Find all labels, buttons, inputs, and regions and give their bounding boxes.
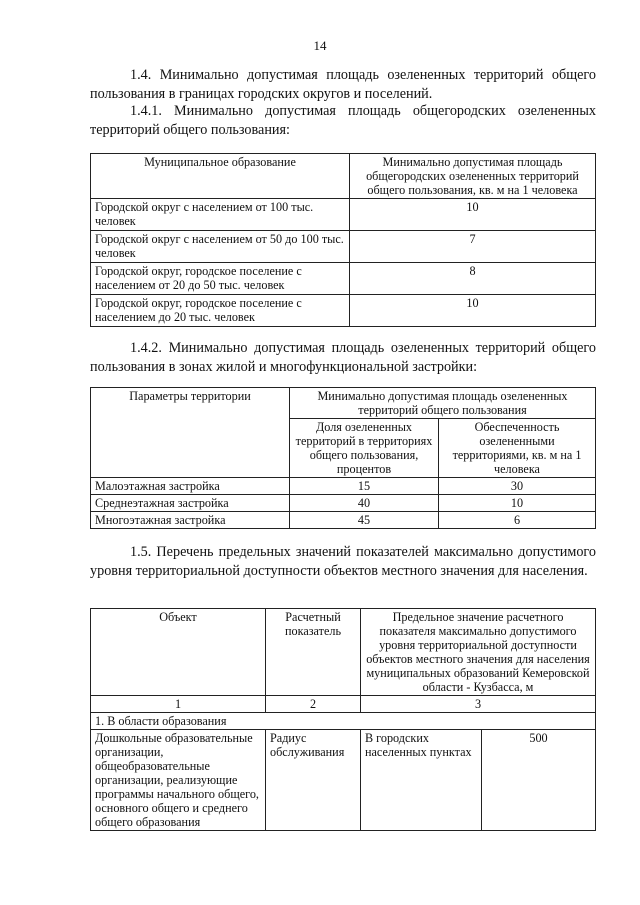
section-1-5-text: 1.5. Перечень предельных значений показателей максимально допустимого уровня территориальной доступности объектов местного значения для населения. (90, 544, 596, 579)
table-cell: 10 (350, 199, 596, 231)
column-header: Объект (91, 609, 266, 696)
table-cell: Малоэтажная застройка (91, 478, 290, 495)
section-label: 1. В области образования (91, 713, 596, 730)
table-cell: Городской округ с населением от 100 тыс. человек (91, 199, 350, 231)
place-cell: В городских населенных пунктах (361, 730, 482, 831)
table-cell: 7 (350, 231, 596, 263)
table-header-row (91, 388, 596, 419)
table-cell: Среднеэтажная застройка (91, 495, 290, 512)
table-header-row (91, 609, 596, 696)
green-areas-zones-table (90, 387, 596, 529)
column-header: Обеспеченность озелененными территориями, кв. м на 1 человека (439, 419, 596, 478)
accessibility-table (90, 608, 596, 831)
table-row (91, 199, 596, 231)
section-1-4-1-heading (90, 102, 596, 139)
table-cell: 40 (290, 495, 439, 512)
column-number-row (91, 696, 596, 713)
table-row (91, 495, 596, 512)
table-row (91, 263, 596, 295)
green-areas-city-table (90, 153, 596, 327)
column-header: Параметры территории (91, 388, 290, 478)
column-header: Доля озелененных территорий в территориях общего пользования, процентов (290, 419, 439, 478)
column-number: 1 (91, 696, 266, 713)
column-number: 2 (266, 696, 361, 713)
table-row (91, 730, 596, 831)
page-number: 14 (313, 38, 327, 53)
column-header: Предельное значение расчетного показателя максимально допустимого уровня территориальной доступности объектов местного значения для населения муниципальных образований Кемеровской области - Кузбасса, м (361, 609, 596, 696)
section-1-4-2-text: 1.4.2. Минимально допустимая площадь озелененных территорий общего пользования в зонах жилой и многофункциональной застройки: (90, 340, 596, 375)
object-cell: Дошкольные образовательные организации, общеобразовательные организации, реализующие программы начального общего, основного общего и среднего общего образования (91, 730, 266, 831)
table-row (91, 478, 596, 495)
table-cell: 45 (290, 512, 439, 529)
section-1-4-text: 1.4. Минимально допустимая площадь озелененных территорий общего пользования в границах городских округов и поселений. (90, 67, 596, 102)
table-row (91, 512, 596, 529)
column-header: Муниципальное образование (91, 154, 350, 199)
section-row (91, 713, 596, 730)
table-cell: 6 (439, 512, 596, 529)
table-cell: 10 (350, 295, 596, 327)
table-header-row (91, 154, 596, 199)
table-cell: Городской округ с населением от 50 до 100 тыс. человек (91, 231, 350, 263)
column-header: Минимально допустимая площадь общегородских озелененных территорий общего пользования, кв. м на 1 человека (350, 154, 596, 199)
table-cell: 30 (439, 478, 596, 495)
table-cell: 15 (290, 478, 439, 495)
table-cell: Городской округ, городское поселение с населением до 20 тыс. человек (91, 295, 350, 327)
value-cell: 500 (482, 730, 596, 831)
column-header-group: Минимально допустимая площадь озелененных территорий общего пользования (290, 388, 596, 419)
section-1-5-heading (90, 543, 596, 580)
section-1-4-heading (90, 66, 596, 103)
table-cell: 10 (439, 495, 596, 512)
indicator-cell: Радиус обслуживания (266, 730, 361, 831)
column-header: Расчетный показатель (266, 609, 361, 696)
table-row (91, 295, 596, 327)
table-cell: 8 (350, 263, 596, 295)
column-number: 3 (361, 696, 596, 713)
table-cell: Многоэтажная застройка (91, 512, 290, 529)
section-1-4-2-heading (90, 339, 596, 376)
table-cell: Городской округ, городское поселение с населением от 20 до 50 тыс. человек (91, 263, 350, 295)
section-1-4-1-text: 1.4.1. Минимально допустимая площадь общегородских озелененных территорий общего пользования: (90, 103, 596, 138)
table-row (91, 231, 596, 263)
